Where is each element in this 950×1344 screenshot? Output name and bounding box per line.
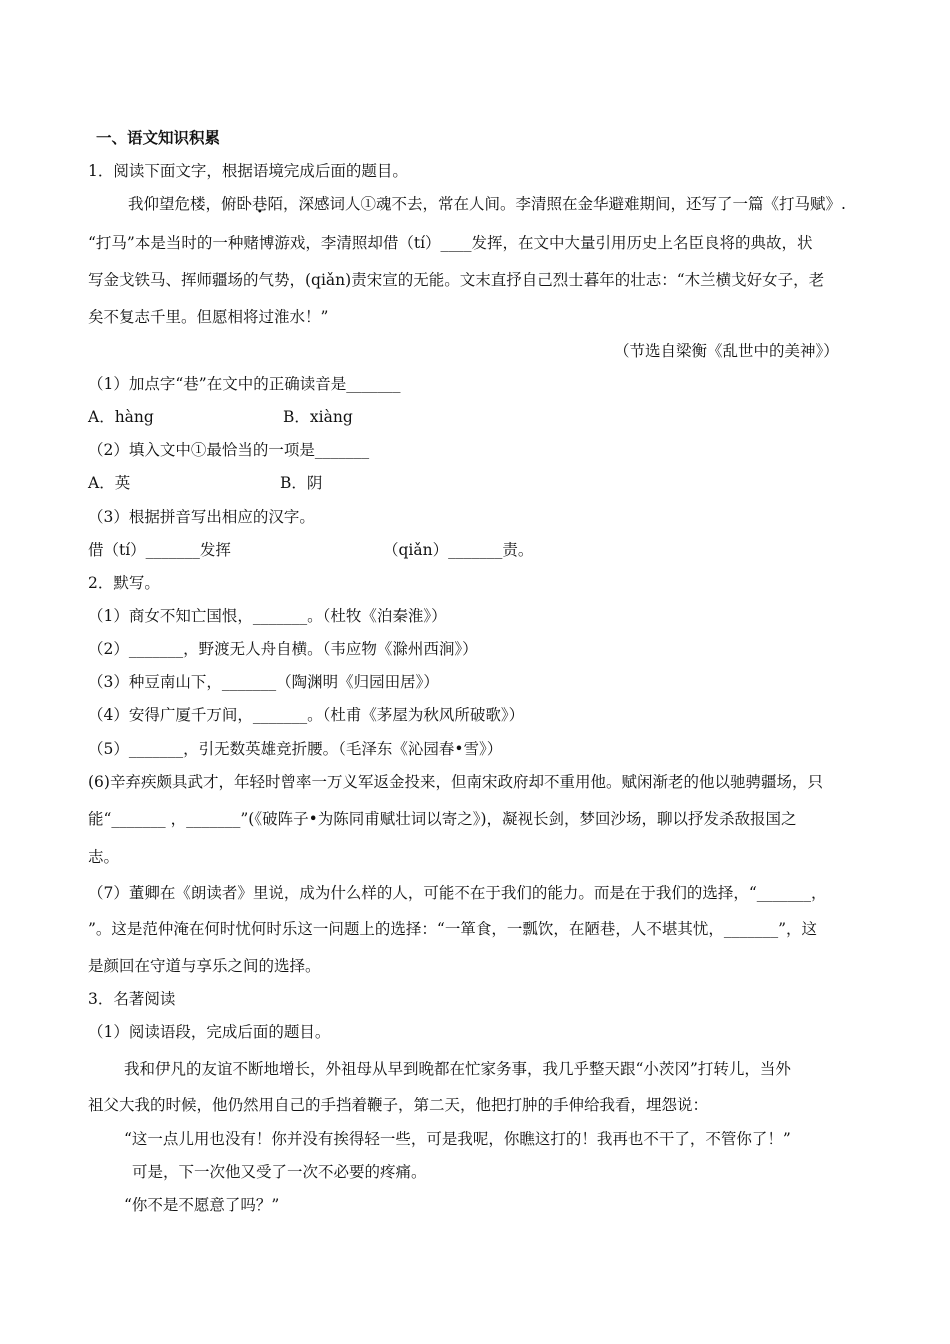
section-title: 一、语文知识积累	[96, 128, 221, 147]
q1-sub2-option-b: B．阴	[280, 474, 323, 492]
dotted-character: 巷	[252, 195, 268, 213]
passage-line-1-end: 陌，深感词人①魂不去，常在人间。李清照在金华避难期间，还写了一篇《打马赋》.	[267, 195, 846, 213]
q1-sub1-option-a: A．hàng	[88, 408, 154, 426]
passage-line-2: “打马”本是当时的一种赌博游戏，李清照却借（tí）____发挥，在文中大量引用历史上名臣良将的典故，状	[88, 234, 813, 252]
q1-sub2: （2）填入文中①最恰当的一项是_______	[88, 441, 370, 459]
question-2-stem: 2．默写。	[88, 574, 160, 592]
q2-item-7-line-2: ”。这是范仲淹在何时忧何时乐这一问题上的选择：“一箪食，一瓢饮，在陋巷，人不堪其忧，_______”，这	[88, 920, 818, 938]
passage-line-1-start: 我仰望危楼，俯卧	[128, 195, 253, 213]
q3-line-2: 可是，下一次他又受了一次不必要的疼痛。	[132, 1163, 427, 1181]
q2-item-1: （1）商女不知亡国恨，_______。（杜牧《泊秦淮》）	[88, 607, 447, 625]
passage-line-4: 矣不复志千里。但愿相将过淮水！”	[88, 308, 329, 326]
q1-sub3-blank-b: （qiǎn）_______责。	[383, 541, 534, 559]
q1-sub1-option-b: B．xiàng	[283, 408, 353, 426]
question-3-stem: 3．名著阅读	[88, 990, 176, 1008]
q1-sub2-option-a: A．英	[88, 474, 131, 492]
q2-item-7-line-3: 是颜回在守道与享乐之间的选择。	[88, 957, 321, 975]
q3-para-line-1: 我和伊凡的友谊不断地增长，外祖母从早到晚都在忙家务事，我几乎整天跟“小茨冈”打转儿，当外	[124, 1060, 791, 1078]
q1-sub3: （3）根据拼音写出相应的汉字。	[88, 508, 315, 526]
q3-quote-2: “你不是不愿意了吗？”	[124, 1196, 280, 1214]
q2-item-6-line-3: 志。	[88, 848, 120, 866]
q2-item-6-line-2: 能“_______ ，_______”(《破阵子•为陈同甫赋壮词以寄之》)，凝视长剑，梦回沙场，聊以抒发杀敌报国之	[88, 810, 797, 828]
q2-item-7-line-1: （7）董卿在《朗读者》里说，成为什么样的人，可能不在于我们的能力。而是在于我们的选择，“_______，	[88, 884, 827, 902]
q1-sub3-blank-a: 借（tí）_______发挥	[88, 541, 231, 559]
q1-sub1: （1）加点字“巷”在文中的正确读音是_______	[88, 375, 401, 393]
q2-item-6-line-1: (6)辛弃疾颇具武才，年轻时曾率一万义军返金投来，但南宋政府却不重用他。赋闲渐老的他以驰骋疆场，只	[88, 773, 823, 791]
q2-item-2: （2）_______，野渡无人舟自横。（韦应物《滁州西涧》）	[88, 640, 478, 658]
q3-sub1: （1）阅读语段，完成后面的题目。	[88, 1023, 331, 1041]
q2-item-4: （4）安得广厦千万间，_______。（杜甫《茅屋为秋风所破歌》）	[88, 706, 525, 724]
q3-quote-1: “这一点儿用也没有！你并没有挨得轻一些，可是我呢，你瞧这打的！我再也不干了，不管你了！”	[124, 1130, 791, 1148]
passage-line-3: 写金戈铁马、挥师疆场的气势，(qiǎn)责宋宣的无能。文末直抒自己烈士暮年的壮志：“木兰横戈好女子，老	[88, 271, 825, 289]
passage-line-1	[128, 194, 846, 214]
q2-item-5: （5）_______，引无数英雄竞折腰。（毛泽东《沁园春•雪》）	[88, 740, 503, 758]
q3-para-line-2: 祖父大我的时候，他仍然用自己的手挡着鞭子，第二天，他把打肿的手伸给我看，埋怨说：	[88, 1096, 709, 1114]
question-1-stem: 1．阅读下面文字，根据语境完成后面的题目。	[88, 162, 408, 180]
passage-source: （节选自梁衡《乱世中的美神》）	[614, 342, 839, 360]
q2-item-3: （3）种豆南山下，_______（陶渊明《归园田居》）	[88, 673, 439, 691]
